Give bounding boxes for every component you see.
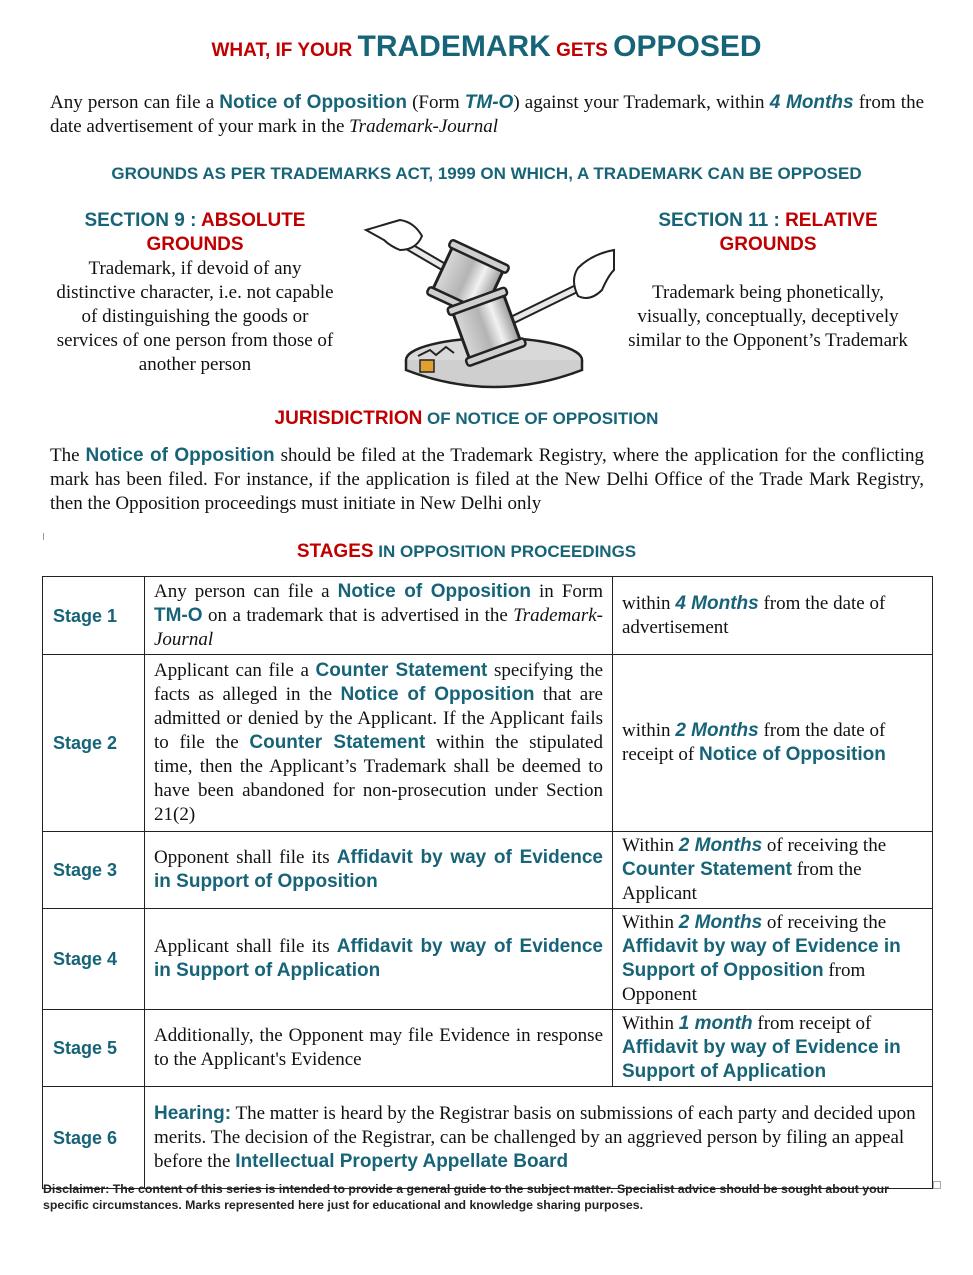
table-row xyxy=(43,655,933,832)
text-cursor-mark xyxy=(43,533,44,540)
intro-months-term: 4 Months xyxy=(769,92,854,113)
intro-text: ) against your Trademark, within xyxy=(513,92,770,113)
desc-journal: Trademark-Journal xyxy=(154,604,603,650)
title-part-2: TRADEMARK xyxy=(357,30,551,63)
intro-text: Any person can file a xyxy=(50,92,220,113)
time-duration: 2 Months xyxy=(678,835,763,856)
stage-label: Stage 3 xyxy=(43,832,145,909)
time-text: of receiving the xyxy=(762,912,887,933)
desc-term: TM-O xyxy=(154,604,203,626)
stage-label: Stage 4 xyxy=(43,909,145,1010)
stage-timeline xyxy=(613,655,933,832)
title-part-3: GETS xyxy=(550,40,614,61)
stage-description xyxy=(145,909,613,1010)
stage-label: Stage 2 xyxy=(43,655,145,832)
desc-text: specifying the facts as alleged in the xyxy=(154,660,603,705)
stages-heading xyxy=(0,541,933,563)
section-11-column xyxy=(628,209,908,353)
title-part-1: WHAT, IF YOUR xyxy=(211,40,358,61)
time-duration: 1 month xyxy=(678,1013,753,1034)
table-row xyxy=(43,909,933,1010)
section-9-column xyxy=(55,209,335,377)
intro-text: (Form xyxy=(406,92,465,113)
desc-text: within the stipulated time, then the Applicant’s Trademark shall be deemed to have been abandoned for non-prosecution under Section 21(2) xyxy=(154,732,603,825)
desc-text: Applicant can file a xyxy=(154,660,316,681)
time-term: Counter Statement xyxy=(622,859,792,880)
stage-timeline xyxy=(613,909,933,1010)
stages-heading-rest: IN OPPOSITION PROCEEDINGS xyxy=(373,542,637,561)
jurisdiction-heading-red: JURISDICTRION xyxy=(274,408,423,429)
desc-term: Intellectual Property Appellate Board xyxy=(235,1150,569,1172)
time-text: within xyxy=(622,720,676,741)
stage-label: Stage 1 xyxy=(43,577,145,655)
section-9-label: SECTION 9 : xyxy=(84,210,201,231)
desc-term: Notice of Opposition xyxy=(340,684,535,705)
intro-text: from the date advertisement of your mark in the xyxy=(50,92,924,137)
time-text: within xyxy=(622,592,676,614)
section-9-heading xyxy=(55,209,335,257)
time-term: Affidavit by way of Evidence in Support of Application xyxy=(622,1037,901,1082)
desc-term: Hearing: xyxy=(154,1102,232,1124)
time-text: Within xyxy=(622,1013,679,1034)
time-duration: 2 Months xyxy=(675,720,759,741)
section-9-title: ABSOLUTE GROUNDS xyxy=(146,210,306,255)
table-row xyxy=(43,1087,933,1189)
table-row xyxy=(43,577,933,655)
grounds-heading: GROUNDS AS PER TRADEMARKS ACT, 1999 ON WHICH, A TRADEMARK CAN BE OPPOSED xyxy=(111,164,862,183)
stages-heading-red: STAGES xyxy=(296,541,374,562)
section-11-title: RELATIVE GROUNDS xyxy=(719,210,878,255)
jurisdiction-text: should be filed at the Trademark Registry, where the application for the conflicting mark has been filed. For instance, if the application is filed at the New Delhi Office of the Trade Mark Registry, then the Opposition proceedings must initiate in New Delhi only xyxy=(50,445,924,514)
time-text: from the Applicant xyxy=(622,859,862,904)
stage-description xyxy=(145,655,613,832)
disclaimer: Disclaimer: The content of this series is intended to provide a general guide to the subject matter. Specialist advice should be sought about your specific circumstances. Marks represented here just for educational and knowledge sharing purposes. xyxy=(43,1182,889,1212)
corner-marker xyxy=(933,1181,941,1189)
jurisdiction-heading-rest: OF NOTICE OF OPPOSITION xyxy=(422,409,659,428)
desc-text: The matter is heard by the Registrar basis on submissions of each party and decided upon merits. The decision of the Registrar, can be challenged by an aggrieved person by filing an appeal before the xyxy=(154,1102,916,1172)
desc-term: Affidavit by way of Evidence in Support of Application xyxy=(154,936,603,981)
stage-description xyxy=(145,577,613,655)
intro-journal-term: Trademark-Journal xyxy=(349,116,498,137)
stage-description xyxy=(145,832,613,909)
stage-label: Stage 6 xyxy=(43,1087,145,1189)
desc-term: Counter Statement xyxy=(315,660,488,681)
desc-text: that are admitted or denied by the Applicant. If the Applicant fails to file the xyxy=(154,684,603,753)
desc-term: Counter Statement xyxy=(249,732,426,753)
title-part-4: OPPOSED xyxy=(613,30,762,63)
stages-table xyxy=(42,576,933,1189)
desc-text: Opponent shall file its xyxy=(154,847,337,868)
desc-text: in Form xyxy=(531,580,604,602)
time-term: Affidavit by way of Evidence in Support of Opposition xyxy=(622,936,901,981)
time-text: from the date of receipt of xyxy=(622,720,886,765)
gavel-clash-icon xyxy=(356,210,618,398)
desc-text: Additionally, the Opponent may file Evidence in response to the Applicant's Evidence xyxy=(154,1025,603,1070)
time-text: of receiving the xyxy=(762,835,887,856)
time-text: Within xyxy=(622,835,679,856)
page-title xyxy=(0,30,973,64)
desc-term: Affidavit by way of Evidence in Support of Opposition xyxy=(154,847,603,892)
table-row xyxy=(43,832,933,909)
table-row xyxy=(43,1010,933,1087)
section-11-heading xyxy=(628,209,908,257)
time-text: from Opponent xyxy=(622,960,866,1005)
stage-description xyxy=(145,1087,933,1189)
stage-timeline xyxy=(613,1010,933,1087)
stage-description xyxy=(145,1010,613,1087)
stage-label: Stage 5 xyxy=(43,1010,145,1087)
jurisdiction-paragraph xyxy=(50,444,924,516)
stage-timeline xyxy=(613,832,933,909)
time-duration: 4 Months xyxy=(675,592,759,614)
time-term: Notice of Opposition xyxy=(699,744,886,765)
stage-timeline xyxy=(613,577,933,655)
intro-notice-term: Notice of Opposition xyxy=(219,92,407,113)
jurisdiction-heading xyxy=(0,408,933,430)
jurisdiction-notice-term: Notice of Opposition xyxy=(85,445,275,466)
section-11-body: Trademark being phonetically, visually, conceptually, deceptively similar to the Opponent’s Trademark xyxy=(628,282,908,351)
time-duration: 2 Months xyxy=(678,912,763,933)
desc-term: Notice of Opposition xyxy=(337,580,531,602)
time-text: Within xyxy=(622,912,679,933)
section-11-label: SECTION 11 : xyxy=(658,210,786,231)
desc-text: Any person can file a xyxy=(154,580,338,602)
time-text: from the date of advertisement xyxy=(622,592,886,638)
intro-paragraph xyxy=(50,91,924,139)
time-text: from receipt of xyxy=(752,1013,872,1034)
desc-text: on a trademark that is advertised in the xyxy=(202,604,514,626)
desc-text: Applicant shall file its xyxy=(154,936,337,957)
section-9-body: Trademark, if devoid of any distinctive character, i.e. not capable of distinguishing the goods or services of one person from those of another person xyxy=(56,258,334,375)
jurisdiction-text: The xyxy=(50,445,86,466)
intro-form-term: TM-O xyxy=(464,92,514,113)
